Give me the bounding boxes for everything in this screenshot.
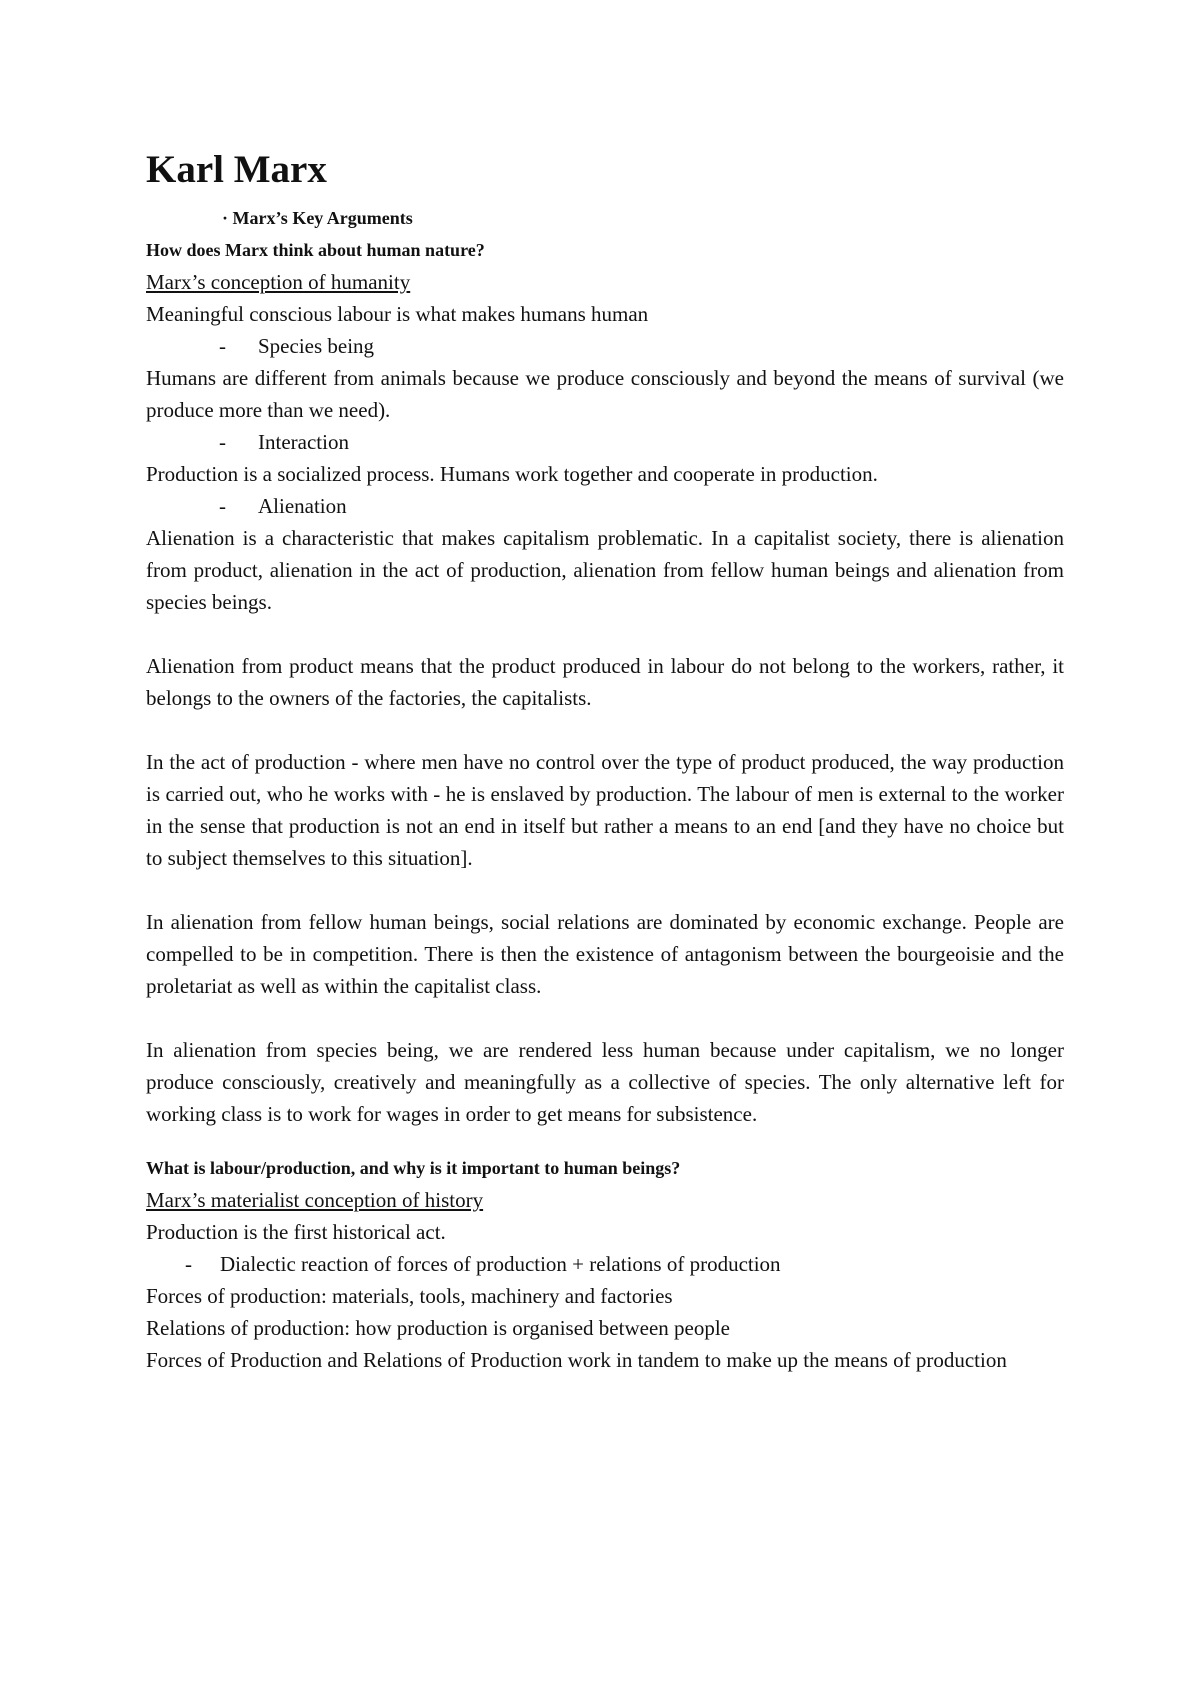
paragraph-tandem: Forces of Production and Relations of Production work in tandem to make up the means of production <box>146 1348 1007 1372</box>
document-page <box>146 146 1064 1376</box>
bullet-alienation <box>146 490 1064 522</box>
question-human-nature: How does Marx think about human nature? <box>146 240 485 260</box>
key-arguments-heading: · Marx’s Key Arguments <box>222 208 413 228</box>
section-heading-humanity: Marx’s conception of humanity <box>146 270 411 294</box>
dash-marker: - <box>219 494 226 518</box>
bullet-interaction <box>146 426 1064 458</box>
paragraph-first-historical-act: Production is the first historical act. <box>146 1220 446 1244</box>
document-title: Karl Marx <box>146 148 327 191</box>
paragraph-species-being: Humans are different from animals because we produce consciously and beyond the means of survival (we produce more than we need). <box>146 366 1064 422</box>
bullet-label: Dialectic reaction of forces of production + relations of production <box>220 1252 781 1276</box>
spacer <box>146 874 1064 906</box>
spacer <box>146 714 1064 746</box>
bullet-dialectic <box>146 1248 1064 1280</box>
dash-marker: - <box>219 334 226 358</box>
paragraph-meaningful-labour: Meaningful conscious labour is what makes humans human <box>146 302 649 326</box>
paragraph-interaction: Production is a socialized process. Humans work together and cooperate in production. <box>146 462 878 486</box>
paragraph-alienation: Alienation is a characteristic that makes capitalism problematic. In a capitalist society, there is alienation from product, alienation in the act of production, alienation from fellow human beings and alienation from species beings. <box>146 526 1064 614</box>
dash-marker: - <box>219 430 226 454</box>
bullet-label: Species being <box>258 334 375 358</box>
paragraph-fellow-human-beings: In alienation from fellow human beings, social relations are dominated by economic exchange. People are compelled to be in competition. There is then the existence of antagonism between the bourgeoisie and the proletariat as well as within the capitalist class. <box>146 910 1064 998</box>
paragraph-relations-of-production: Relations of production: how production is organised between people <box>146 1316 730 1340</box>
spacer <box>146 1130 1064 1152</box>
question-labour-production: What is labour/production, and why is it important to human beings? <box>146 1158 681 1178</box>
bullet-label: Interaction <box>258 430 349 454</box>
bullet-label: Alienation <box>258 494 347 518</box>
paragraph-act-of-production: In the act of production - where men have no control over the type of product produced, the way production is carried out, who he works with - he is enslaved by production. The labour of men is external to the worker in the sense that production is not an end in itself but rather a means to an end [and they have no choice but to subject themselves to this situation]. <box>146 750 1064 870</box>
spacer <box>146 1002 1064 1034</box>
paragraph-species-being-alienation: In alienation from species being, we are rendered less human because under capitalism, we no longer produce consciously, creatively and meaningfully as a collective of species. The only alternative left for working class is to work for wages in order to get means for subsistence. <box>146 1038 1064 1126</box>
section-heading-materialist: Marx’s materialist conception of history <box>146 1188 484 1212</box>
spacer <box>146 618 1064 650</box>
bullet-species-being <box>146 330 1064 362</box>
paragraph-forces-of-production: Forces of production: materials, tools, machinery and factories <box>146 1284 673 1308</box>
dash-marker: - <box>185 1252 192 1276</box>
paragraph-alienation-product: Alienation from product means that the product produced in labour do not belong to the workers, rather, it belongs to the owners of the factories, the capitalists. <box>146 654 1064 710</box>
